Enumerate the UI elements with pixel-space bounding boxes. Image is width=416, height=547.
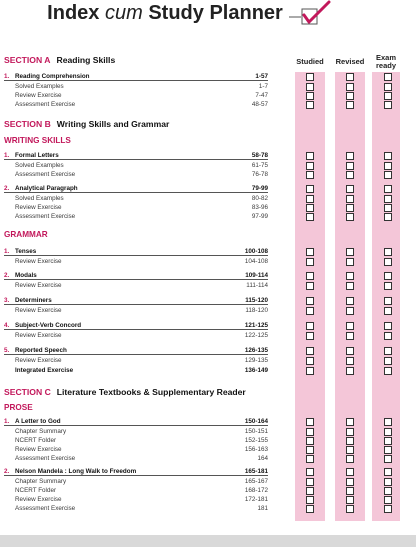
chapter-number: 2.: [4, 468, 10, 475]
page-range: 104-108: [244, 258, 268, 265]
section-b-title: Writing Skills and Grammar: [56, 119, 170, 129]
exercise-row: [4, 454, 268, 463]
revised-checkbox[interactable]: [346, 83, 354, 91]
row-label: Subject-Verb Concord: [15, 322, 82, 329]
exercise-row: [4, 495, 268, 504]
revised-checkbox[interactable]: [346, 171, 354, 179]
page-range: 122-125: [244, 332, 268, 339]
exercise-row: [4, 82, 268, 91]
studied-checkbox[interactable]: [306, 455, 314, 463]
exam-ready-checkbox[interactable]: [384, 347, 392, 355]
title-study-planner: Study Planner: [148, 2, 283, 24]
row-label: Modals: [15, 272, 37, 279]
exercise-row: [4, 170, 268, 179]
row-label: Assessment Exercise: [15, 171, 76, 178]
exam-ready-checkbox[interactable]: [384, 307, 392, 315]
studied-checkbox[interactable]: [306, 101, 314, 109]
revised-checkbox[interactable]: [346, 152, 354, 160]
page-range: 1-57: [255, 73, 268, 80]
page-range: 79-99: [251, 185, 268, 192]
page-range: 168-172: [244, 487, 268, 494]
footer-bar: [0, 535, 416, 547]
row-label: Review Exercise: [15, 332, 62, 339]
section-c-code: SECTION C: [4, 387, 51, 397]
row-label: NCERT Folder: [15, 487, 57, 494]
section-c-title: Literature Textbooks & Supplementary Reader: [56, 387, 246, 397]
studied-checkbox[interactable]: [306, 92, 314, 100]
studied-checkbox[interactable]: [306, 496, 314, 504]
revised-checkbox[interactable]: [346, 258, 354, 266]
studied-checkbox[interactable]: [306, 505, 314, 513]
studied-checkbox[interactable]: [306, 171, 314, 179]
page-range: 136-149: [244, 367, 268, 374]
studied-checkbox[interactable]: [306, 418, 314, 426]
studied-checkbox[interactable]: [306, 347, 314, 355]
row-label: Review Exercise: [15, 92, 62, 99]
revised-checkbox[interactable]: [346, 322, 354, 330]
revised-checkbox[interactable]: [346, 347, 354, 355]
page-range: 152-155: [244, 437, 268, 444]
studied-checkbox[interactable]: [306, 162, 314, 170]
revised-checkbox[interactable]: [346, 418, 354, 426]
exam-ready-checkbox[interactable]: [384, 101, 392, 109]
page-range: 126-135: [244, 347, 268, 354]
exam-ready-checkbox[interactable]: [384, 297, 392, 305]
exam-ready-checkbox[interactable]: [384, 73, 392, 81]
row-label: Reported Speech: [15, 347, 67, 354]
studied-checkbox[interactable]: [306, 152, 314, 160]
row-label: NCERT Folder: [15, 437, 57, 444]
studied-checkbox[interactable]: [306, 73, 314, 81]
row-label: Assessment Exercise: [15, 213, 76, 220]
chapter-row: [4, 467, 268, 476]
studied-checkbox[interactable]: [306, 248, 314, 256]
exercise-row: [4, 486, 268, 495]
subsection-grammar: GRAMMAR: [4, 230, 48, 239]
chapter-number: 1.: [4, 248, 10, 255]
chapter-row: [4, 151, 268, 160]
exam-ready-checkbox[interactable]: [384, 258, 392, 266]
exam-ready-checkbox[interactable]: [384, 248, 392, 256]
exam-ready-checkbox[interactable]: [384, 162, 392, 170]
subsection-writing-skills: WRITING SKILLS: [4, 136, 71, 145]
exam-ready-checkbox[interactable]: [384, 478, 392, 486]
revised-checkbox[interactable]: [346, 455, 354, 463]
chapter-number: 1.: [4, 152, 10, 159]
section-a-code: SECTION A: [4, 55, 51, 65]
studied-checkbox[interactable]: [306, 487, 314, 495]
chapter-number: 1.: [4, 73, 10, 80]
chapter-row: [4, 184, 268, 193]
revised-checkbox[interactable]: [346, 213, 354, 221]
row-label: Nelson Mandela : Long Walk to Freedom: [15, 468, 137, 475]
column-header-exam-line1: Exam: [375, 53, 396, 62]
row-label: Solved Examples: [15, 195, 64, 202]
section-a-title: Reading Skills: [56, 55, 116, 65]
row-label: Review Exercise: [15, 496, 62, 503]
exercise-row: [4, 203, 268, 212]
studied-checkbox[interactable]: [306, 282, 314, 290]
row-label: Review Exercise: [15, 258, 62, 265]
section-c-heading: [4, 387, 246, 397]
exam-ready-checkbox[interactable]: [384, 92, 392, 100]
exercise-row: [4, 427, 268, 436]
page-range: 150-164: [244, 418, 268, 425]
revised-checkbox[interactable]: [346, 204, 354, 212]
checkmark-icon: [289, 0, 343, 26]
exercise-row: [4, 477, 268, 486]
exam-ready-checkbox[interactable]: [384, 195, 392, 203]
row-label: Review Exercise: [15, 282, 62, 289]
column-header-studied: Studied: [296, 57, 324, 66]
row-label: Determiners: [15, 297, 52, 304]
exam-ready-checkbox[interactable]: [384, 446, 392, 454]
studied-checkbox[interactable]: [306, 446, 314, 454]
exam-ready-checkbox[interactable]: [384, 171, 392, 179]
row-label: Formal Letters: [15, 152, 59, 159]
page-range: 83-96: [251, 204, 268, 211]
chapter-number: 2.: [4, 272, 10, 279]
exam-ready-checkbox[interactable]: [384, 468, 392, 476]
page-range: 48-57: [251, 101, 268, 108]
page-range: 118-120: [245, 307, 268, 314]
exercise-row: [4, 504, 268, 513]
page-range: 165-181: [244, 468, 268, 475]
exam-ready-checkbox[interactable]: [384, 367, 392, 375]
chapter-row: [4, 247, 268, 256]
studied-checkbox[interactable]: [306, 204, 314, 212]
row-label: Solved Examples: [15, 162, 64, 169]
exercise-row: [4, 161, 268, 170]
page-range: 1-7: [258, 83, 268, 90]
studied-checkbox[interactable]: [306, 367, 314, 375]
title-cum: cum: [104, 2, 143, 24]
exam-ready-checkbox[interactable]: [384, 83, 392, 91]
exercise-row: [4, 306, 268, 315]
page-range: 80-82: [251, 195, 268, 202]
page-range: 172-181: [244, 496, 268, 503]
chapter-row: [4, 271, 268, 280]
chapter-row: [4, 72, 268, 81]
studied-checkbox[interactable]: [306, 297, 314, 305]
chapter-row: [4, 296, 268, 305]
revised-checkbox[interactable]: [346, 185, 354, 193]
studied-checkbox[interactable]: [306, 185, 314, 193]
revised-checkbox[interactable]: [346, 332, 354, 340]
chapter-row: [4, 321, 268, 330]
studied-checkbox[interactable]: [306, 322, 314, 330]
exam-ready-checkbox[interactable]: [384, 322, 392, 330]
page-title: [0, 2, 330, 25]
row-label: Review Exercise: [15, 204, 62, 211]
revised-checkbox[interactable]: [346, 496, 354, 504]
row-label: Review Exercise: [15, 446, 62, 453]
column-header-exam-line2: ready: [375, 61, 396, 70]
studied-checkbox[interactable]: [306, 83, 314, 91]
row-label: Solved Examples: [15, 83, 64, 90]
revised-checkbox[interactable]: [346, 357, 354, 365]
exam-ready-checkbox[interactable]: [384, 357, 392, 365]
row-label: Assessment Exercise: [15, 505, 76, 512]
exam-ready-checkbox[interactable]: [384, 496, 392, 504]
page-range: 61-75: [251, 162, 268, 169]
row-label: Chapter Summary: [15, 478, 67, 485]
studied-checkbox[interactable]: [306, 213, 314, 221]
exam-ready-checkbox[interactable]: [384, 455, 392, 463]
revised-checkbox[interactable]: [346, 307, 354, 315]
studied-checkbox[interactable]: [306, 332, 314, 340]
revised-checkbox[interactable]: [346, 73, 354, 81]
page-range: 121-125: [244, 322, 268, 329]
page-range: 129-135: [244, 357, 268, 364]
exam-ready-checkbox[interactable]: [384, 185, 392, 193]
page-range: 109-114: [245, 272, 268, 279]
revised-checkbox[interactable]: [346, 101, 354, 109]
studied-checkbox[interactable]: [306, 437, 314, 445]
exam-ready-checkbox[interactable]: [384, 213, 392, 221]
studied-checkbox[interactable]: [306, 195, 314, 203]
exercise-row: [4, 100, 268, 109]
revised-checkbox[interactable]: [346, 437, 354, 445]
studied-checkbox[interactable]: [306, 357, 314, 365]
revised-checkbox[interactable]: [346, 478, 354, 486]
row-label: Integrated Exercise: [15, 367, 74, 374]
page-range: 115-120: [245, 297, 268, 304]
exercise-row: [4, 445, 268, 454]
exercise-row: [4, 281, 268, 290]
row-label: Chapter Summary: [15, 428, 67, 435]
exercise-row: [4, 331, 268, 340]
studied-checkbox[interactable]: [306, 428, 314, 436]
revised-checkbox[interactable]: [346, 505, 354, 513]
chapter-number: 4.: [4, 322, 10, 329]
page-range: 181: [257, 505, 268, 512]
revised-checkbox[interactable]: [346, 446, 354, 454]
page-range: 111-114: [246, 282, 268, 289]
exam-ready-checkbox[interactable]: [384, 282, 392, 290]
row-label: Reading Comprehension: [15, 73, 90, 80]
page-range: 7-47: [255, 92, 268, 99]
page-range: 150-151: [244, 428, 268, 435]
exam-ready-checkbox[interactable]: [384, 505, 392, 513]
row-label: Assessment Exercise: [15, 455, 76, 462]
exercise-row: [4, 436, 268, 445]
exam-ready-checkbox[interactable]: [384, 272, 392, 280]
studied-checkbox[interactable]: [306, 307, 314, 315]
revised-checkbox[interactable]: [346, 248, 354, 256]
row-label: Review Exercise: [15, 307, 62, 314]
page-range: 58-78: [251, 152, 268, 159]
studied-checkbox[interactable]: [306, 478, 314, 486]
exercise-row: [4, 212, 268, 221]
exercise-row: [4, 91, 268, 100]
revised-checkbox[interactable]: [346, 428, 354, 436]
column-header-exam-ready: [368, 54, 404, 70]
row-label: Review Exercise: [15, 357, 62, 364]
exercise-row: [4, 194, 268, 203]
studied-checkbox[interactable]: [306, 272, 314, 280]
revised-checkbox[interactable]: [346, 92, 354, 100]
exam-ready-checkbox[interactable]: [384, 487, 392, 495]
page-range: 76-78: [251, 171, 268, 178]
exam-ready-checkbox[interactable]: [384, 418, 392, 426]
exam-ready-checkbox[interactable]: [384, 332, 392, 340]
column-header-revised: Revised: [335, 57, 365, 66]
revised-checkbox[interactable]: [346, 367, 354, 375]
revised-checkbox[interactable]: [346, 272, 354, 280]
revised-checkbox[interactable]: [346, 487, 354, 495]
section-a-heading: [4, 55, 115, 65]
section-b-heading: [4, 119, 169, 129]
exam-ready-checkbox[interactable]: [384, 152, 392, 160]
exam-ready-checkbox[interactable]: [384, 437, 392, 445]
exam-ready-checkbox[interactable]: [384, 204, 392, 212]
subsection-prose: PROSE: [4, 403, 33, 412]
chapter-number: 1.: [4, 418, 10, 425]
page-range: 165-167: [244, 478, 268, 485]
page-range: 164: [257, 455, 268, 462]
row-label: Tenses: [15, 248, 37, 255]
exam-ready-checkbox[interactable]: [384, 428, 392, 436]
revised-checkbox[interactable]: [346, 282, 354, 290]
chapter-row: [4, 346, 268, 355]
row-label: Assessment Exercise: [15, 101, 76, 108]
row-label: Analytical Paragraph: [15, 185, 78, 192]
chapter-number: 3.: [4, 297, 10, 304]
exercise-row: [4, 356, 268, 365]
chapter-number: 2.: [4, 185, 10, 192]
page-range: 156-163: [244, 446, 268, 453]
section-b-code: SECTION B: [4, 119, 51, 129]
page-range: 100-108: [244, 248, 268, 255]
exercise-row: [4, 366, 268, 375]
title-index: Index: [47, 2, 100, 24]
page-range: 97-99: [251, 213, 268, 220]
chapter-number: 5.: [4, 347, 10, 354]
studied-checkbox[interactable]: [306, 258, 314, 266]
revised-checkbox[interactable]: [346, 468, 354, 476]
studied-checkbox[interactable]: [306, 468, 314, 476]
exercise-row: [4, 257, 268, 266]
chapter-row: [4, 417, 268, 426]
row-label: A Letter to God: [15, 418, 61, 425]
revised-checkbox[interactable]: [346, 297, 354, 305]
revised-checkbox[interactable]: [346, 162, 354, 170]
revised-checkbox[interactable]: [346, 195, 354, 203]
